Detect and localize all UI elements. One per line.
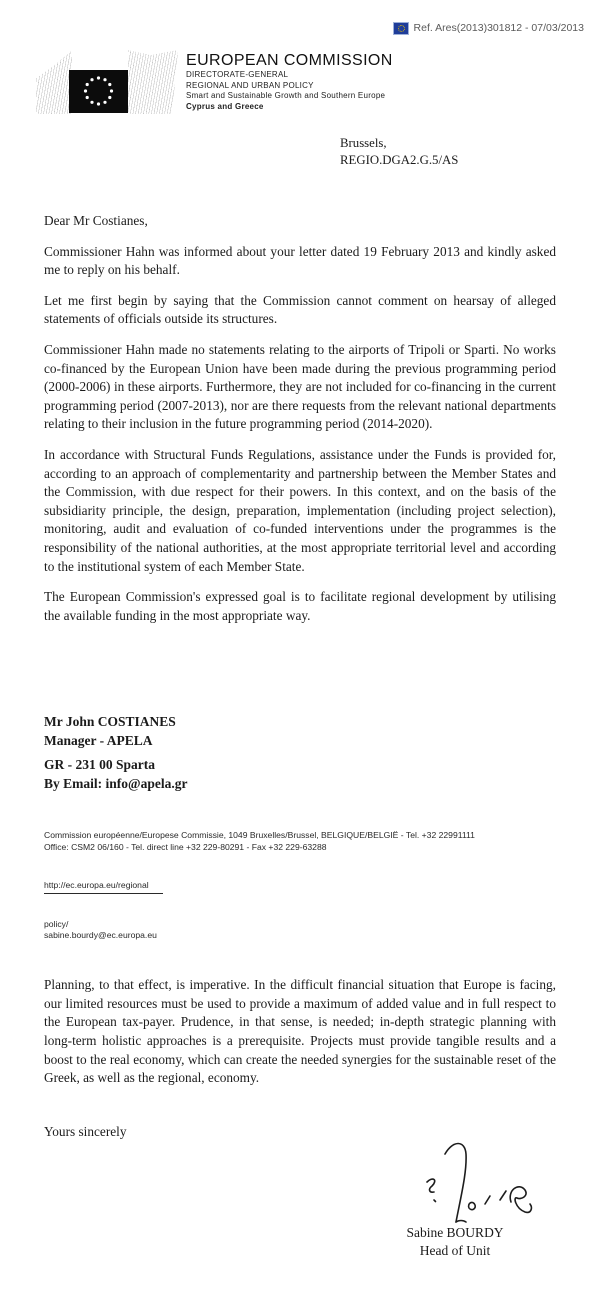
valediction: Yours sincerely — [44, 1124, 127, 1139]
paragraph: The European Commission's expressed goal is to facilitate regional development by utilising the available funding in the most appropriate way. — [44, 589, 556, 623]
recipient-address: GR - 231 00 Sparta — [44, 757, 155, 772]
dateline-city: Brussels, — [340, 136, 387, 150]
signature-block — [365, 1138, 545, 1260]
logo-sketch-right-icon — [128, 50, 178, 114]
paragraph: Commissioner Hahn was informed about your letter dated 19 February 2013 and kindly asked me to reply on his behalf. — [44, 243, 556, 278]
footer-contact — [44, 830, 574, 942]
policy-line: REGIONAL AND URBAN POLICY — [186, 80, 314, 90]
paragraph: Commissioner Hahn made no statements relating to the airports of Tripoli or Sparti. No works co-financed by the European Union have been made during the previous programming period (2000-2006) in these airports. Furthermore, they are not included for co-financing in the current programming period (2007-2013), nor are there requests from the relevant national departments relating to their inclusion in the future programming period (2014-2020). — [44, 341, 556, 432]
unit-line: Smart and Sustainable Growth and Southern Europe — [186, 91, 386, 101]
salutation: Dear Mr Costianes, — [44, 213, 148, 228]
recipient-email: By Email: info@apela.gr — [44, 776, 188, 791]
european-commission-logo — [36, 50, 178, 114]
dg-line: DIRECTORATE-GENERAL — [186, 70, 289, 79]
signer-name: Sabine BOURDY — [406, 1225, 504, 1240]
commission-title: EUROPEAN COMMISSION — [186, 52, 393, 69]
footer-address: Commission européenne/Europese Commissie, 1049 Bruxelles/Brussel, BELGIQUE/BELGIË - Tel. +32 22991111 — [44, 830, 475, 840]
recipient-role: Manager - APELA — [44, 733, 153, 748]
signer-title: Head of Unit — [419, 1243, 491, 1258]
letterhead-text — [186, 50, 393, 111]
logo-sketch-left-icon — [36, 50, 72, 114]
footer-url: http://ec.europa.eu/regional — [44, 880, 163, 894]
signature-scribble-icon — [403, 1138, 553, 1238]
eu-flag-icon — [69, 70, 128, 113]
footer-office: Office: CSM2 06/160 - Tel. direct line +32 229-80291 - Fax +32 229-63288 — [44, 841, 327, 852]
registration-ref — [394, 22, 584, 34]
letter-body — [44, 212, 556, 625]
footer-email: sabine.bourdy@ec.europa.eu — [44, 930, 157, 940]
eu-flag-mini-icon — [394, 23, 408, 34]
paragraph: Planning, to that effect, is imperative. In the difficult financial situation that Europe is facing, our limited resources must be used to provide a maximum of added value and in full respect to the European tax-payer. Prudence, in that sense, is needed; in-depth strategic planning with long-term holistic approaches is a prerequisite. Projects must provide tangible results and a boost to the real economy, which can create the needed synergies for the sustainable reset of the Greek, as well as the regional, economy. — [44, 977, 556, 1086]
country-line: Cyprus and Greece — [186, 101, 264, 111]
paragraph: In accordance with Structural Funds Regulations, assistance under the Funds is provided for, according to an approach of complementarity and partnership between the Member States and the Commission, with due respect for their powers. In this context, and on the basis of the subsidiarity principle, the design, preparation, implementation (including project selection), monitoring, audit and evaluation of co-funded interventions under the programmes is the responsibility of the national authorities, at the most appropriate territorial level and according to the institutional system of each Member State. — [44, 446, 556, 574]
recipient-block — [44, 712, 187, 793]
dateline — [340, 135, 458, 169]
letterhead — [36, 50, 393, 114]
ref-text: Ref. Ares(2013)301812 - 07/03/2013 — [413, 22, 584, 34]
footer-url-continuation: policy/ — [44, 918, 69, 929]
recipient-name: Mr John COSTIANES — [44, 714, 176, 729]
dateline-reference: REGIO.DGA2.G.5/AS — [340, 153, 459, 167]
paragraph: Let me first begin by saying that the Commission cannot comment on hearsay of alleged statements of officials outside its structures. — [44, 292, 556, 327]
